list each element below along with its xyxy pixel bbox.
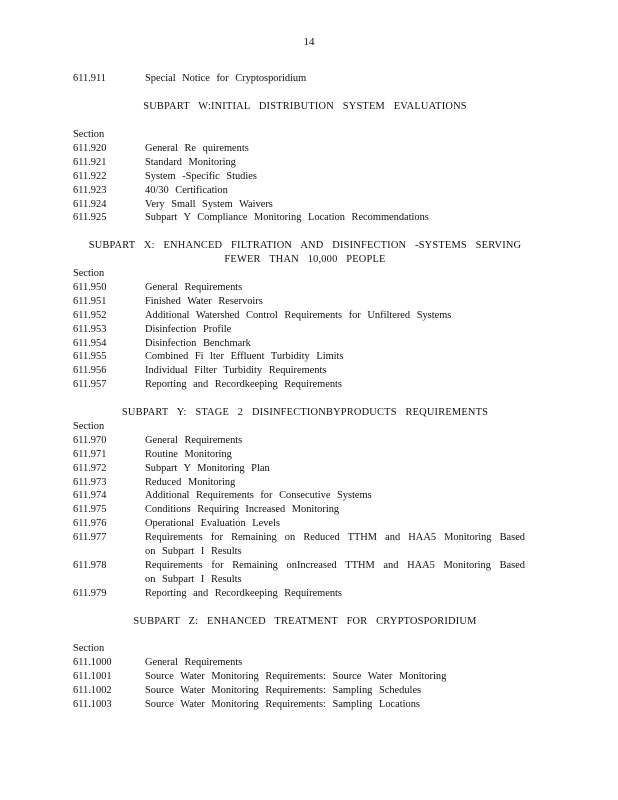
section-title: Requirements for Remaining onIncreased TTHM and HAA5 Monitoring Based on Subpart I Results [145,560,525,585]
section-title: Conditions Requiring Increased Monitoring [145,504,340,515]
section-number: 611.1000 [73,657,112,668]
section-number: 611.925 [73,212,107,223]
section-number: 611.979 [73,588,107,599]
section-title: Finished Water Reservoirs [145,296,263,307]
section-title: Individual Filter Turbidity Requirements [145,365,327,376]
section-number: 611.970 [73,435,107,446]
section-number: 611.923 [73,185,107,196]
section-number: 611.911 [73,73,106,84]
section-title: Subpart Y Compliance Monitoring Location Recommendations [145,212,429,223]
section-label: Section [73,129,105,140]
section-title: Routine Monitoring [145,449,232,460]
section-number: 611.1002 [73,685,112,696]
section-number: 611.977 [73,532,107,543]
section-number: 611.1003 [73,699,112,710]
section-title: Source Water Monitoring Requirements: Source Water Monitoring [145,671,447,682]
section-number: 611.957 [73,379,107,390]
subpart-heading: SUBPART X: ENHANCED FILTRATION AND DISINFECTION -SYSTEMS SERVING FEWER THAN 10,000 PEOPLE [88,240,522,265]
section-title: Source Water Monitoring Requirements: Sampling Locations [145,699,420,710]
section-label: Section [73,643,105,654]
section-number: 611.975 [73,504,107,515]
section-number: 611.973 [73,477,107,488]
section-title: General Requirements [145,657,243,668]
section-title: General Requirements [145,282,243,293]
section-title: System -Specific Studies [145,171,257,182]
section-number: 611.953 [73,324,107,335]
section-title: Subpart Y Monitoring Plan [145,463,270,474]
section-number: 611.971 [73,449,107,460]
section-number: 611.951 [73,296,107,307]
section-title: Additional Watershed Control Requirements for Unfiltered Systems [145,310,452,321]
section-number: 611.976 [73,518,107,529]
section-title: 40/30 Certification [145,185,228,196]
section-title: Reporting and Recordkeeping Requirements [145,588,342,599]
section-number: 611.924 [73,199,107,210]
section-title: General Re quirements [145,143,249,154]
section-title: Very Small System Waivers [145,199,273,210]
section-title: Combined Fi lter Effluent Turbidity Limits [145,351,344,362]
section-title: Disinfection Benchmark [145,338,251,349]
section-title: Reduced Monitoring [145,477,236,488]
section-number: 611.1001 [73,671,112,682]
section-title: Operational Evaluation Levels [145,518,280,529]
section-number: 611.954 [73,338,107,349]
section-title: Additional Requirements for Consecutive Systems [145,490,372,501]
section-number: 611.921 [73,157,107,168]
section-title: General Requirements [145,435,243,446]
section-title: Reporting and Recordkeeping Requirements [145,379,342,390]
section-title: Requirements for Remaining on Reduced TTHM and HAA5 Monitoring Based on Subpart I Results [145,532,525,557]
subpart-heading: SUBPART W:INITIAL DISTRIBUTION SYSTEM EVALUATIONS [143,101,467,112]
section-number: 611.956 [73,365,107,376]
section-label: Section [73,421,105,432]
section-number: 611.950 [73,282,107,293]
section-number: 611.955 [73,351,107,362]
section-title: Standard Monitoring [145,157,236,168]
section-title: Disinfection Profile [145,324,232,335]
section-number: 611.974 [73,490,107,501]
section-title: Special Notice for Cryptosporidium [145,73,307,84]
section-number: 611.952 [73,310,107,321]
section-number: 611.978 [73,560,107,571]
subpart-heading: SUBPART Z: ENHANCED TREATMENT FOR CRYPTOSPORIDIUM [133,616,477,627]
subpart-heading: SUBPART Y: STAGE 2 DISINFECTIONBYPRODUCTS REQUIREMENTS [121,407,489,418]
page-number: 14 [303,36,315,48]
section-number: 611.920 [73,143,107,154]
section-number: 611.922 [73,171,107,182]
section-title: Source Water Monitoring Requirements: Sampling Schedules [145,685,422,696]
section-number: 611.972 [73,463,107,474]
section-label: Section [73,268,105,279]
